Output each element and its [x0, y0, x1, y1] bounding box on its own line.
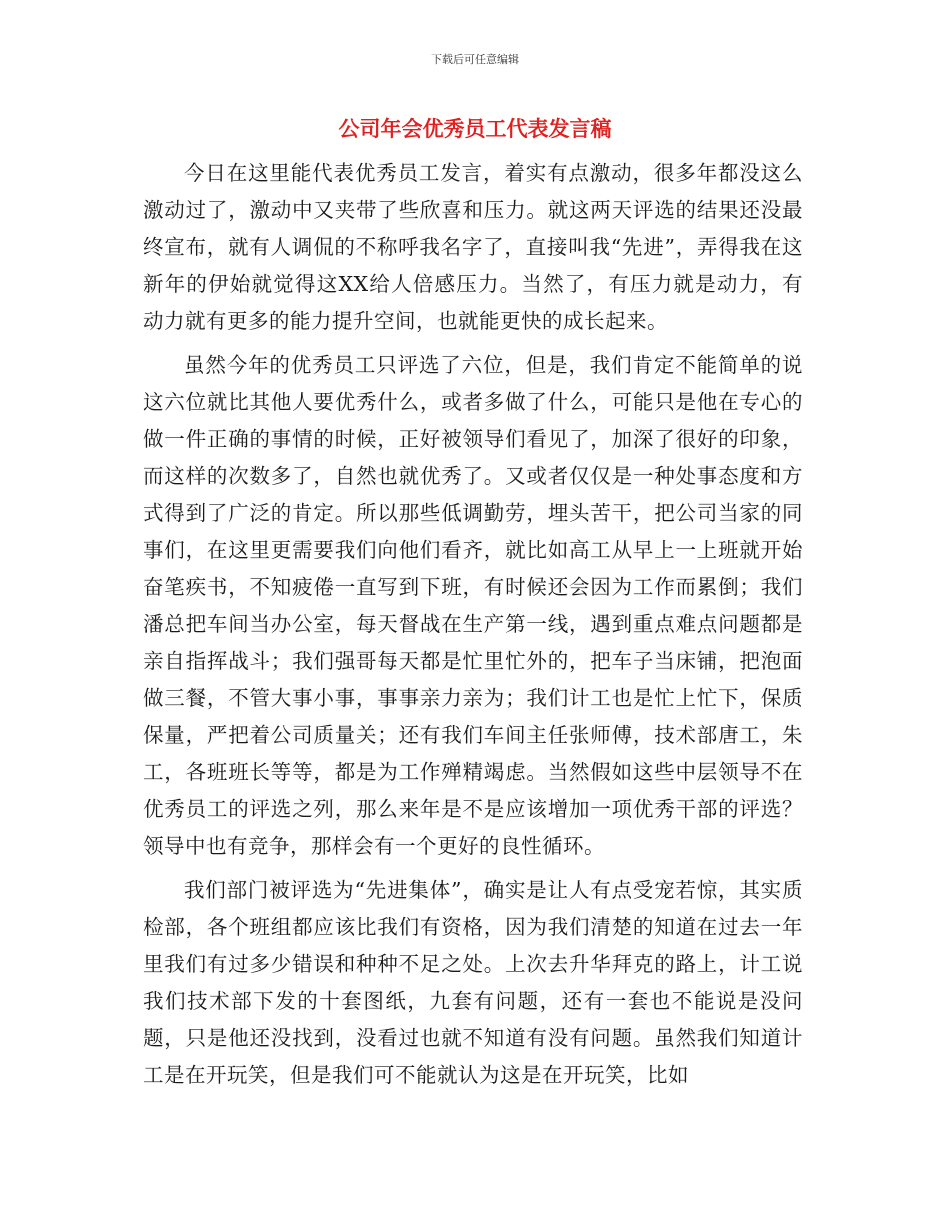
paragraph-1: 今日在这里能代表优秀员工发言，着实有点激动，很多年都没这么激动过了，激动中又夹带了些欣喜和压力。就这两天评选的结果还没最终宣布，就有人调侃的不称呼我名字了，直接叫我“先进”，弄得我在这新年的伊始就觉得这XX给人倍感压力。当然了，有压力就是动力，有动力就有更多的能力提升空间，也就能更快的成长起来。: [143, 161, 803, 333]
document-body: [143, 155, 803, 1094]
paragraph-3: 我们部门被评选为“先进集体”，确实是让人有点受宠若惊，其实质检部，各个班组都应该比我们有资格，因为我们清楚的知道在过去一年里我们有过多少错误和种种不足之处。上次去升华拜克的路上，计工说我们技术部下发的十套图纸，九套有问题，还有一套也不能说是没问题，只是他还没找到，没看过也就不知道有没有问题。虽然我们知道计工是在开玩笑，但是我们可不能就认为这是在开玩笑，比如: [143, 878, 803, 1087]
document-title: 公司年会优秀员工代表发言稿: [338, 116, 612, 141]
page-header-note: 下载后可任意编辑: [431, 53, 519, 66]
paragraph-2: 虽然今年的优秀员工只评选了六位，但是，我们肯定不能简单的说这六位就比其他人要优秀什么，或者多做了什么，可能只是他在专心的做一件正确的事情的时候，正好被领导们看见了，加深了很好的印象，而这样的次数多了，自然也就优秀了。又或者仅仅是一种处事态度和方式得到了广泛的肯定。所以那些低调勤劳，埋头苦干，把公司当家的同事们，在这里更需要我们向他们看齐，就比如高工从早上一上班就开始奋笔疾书，不知疲倦一直写到下班，有时候还会因为工作而累倒；我们潘总把车间当办公室，每天督战在生产第一线，遇到重点难点问题都是亲自指挥战斗；我们强哥每天都是忙里忙外的，把车子当床铺，把泡面做三餐，不管大事小事，事事亲力亲为；我们计工也是忙上忙下，保质保量，严把着公司质量关；还有我们车间主任张师傅，技术部唐工，朱工，各班班长等等，都是为工作殚精竭虑。当然假如这些中层领导不在优秀员工的评选之列，那么来年是不是应该增加一项优秀干部的评选？领导中也有竞争，那样会有一个更好的良性循环。: [143, 353, 803, 858]
